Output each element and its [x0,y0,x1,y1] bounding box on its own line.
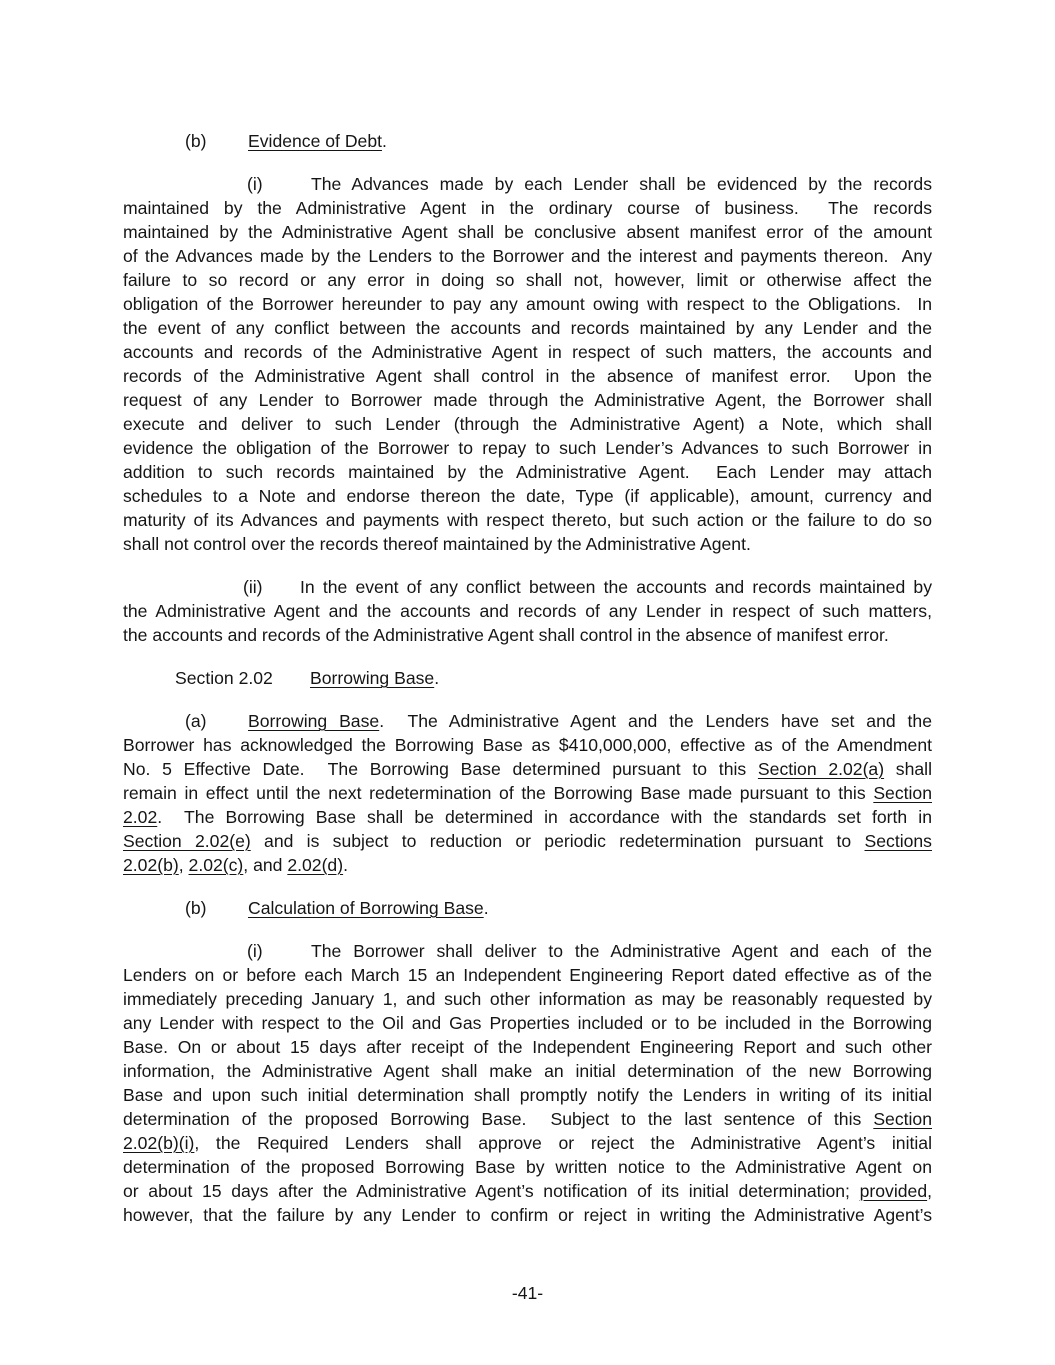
text-line [123,436,932,460]
text-line [123,388,932,412]
paragraph-evidence-of-debt-ii [123,575,932,647]
underlined-text: Calculation of Borrowing Base [248,898,484,918]
underlined-text: Borrowing Base [310,668,435,688]
underlined-text: Section 2.02(a) [757,759,885,779]
text-line [123,575,932,599]
text-run: request of any Lender to Borrower made through the Administrative Agent, the Borrower shall [123,390,932,410]
text-run: the accounts and records of the Administrative Agent shall control in the absence of manifest error. [123,625,889,645]
text-run: Base and upon such initial determination shall promptly notify the Lenders in writing of its initial [123,1085,932,1105]
text-line [123,340,932,364]
text-run: Lenders on or before each March 15 an Independent Engineering Report dated effective as of the [123,965,932,985]
text-line [123,853,932,877]
text-run: schedules to a Note and endorse thereon the date, Type (if applicable), amount, currency and [123,486,932,506]
underlined-text: Section 2.02(e) [123,831,251,851]
text-run: maintained by the Administrative Agent in the ordinary course of business. The records [123,198,932,218]
text-run: immediately preceding January 1, and such other information as may be reasonably requested by [123,989,932,1009]
text-run: determination of the proposed Borrowing Base by written notice to the Administrative Agent on [123,1157,932,1177]
page-number: -41- [511,1283,544,1303]
list-label: (i) [247,174,263,194]
text-line [123,757,932,781]
paragraph-2-02-b-i [123,939,932,1227]
text-run: , [178,855,189,875]
text-line [123,829,932,853]
text-line [123,666,932,690]
text-run: . The Administrative Agent and the Lenders have set and the [379,711,932,731]
text-run: obligation of the Borrower hereunder to pay any amount owing with respect to the Obligations. In [123,294,932,314]
text-run: information, the Administrative Agent shall make an initial determination of the new Borrowing [123,1061,932,1081]
underlined-text: 2.02 [123,807,158,827]
text-line [123,484,932,508]
text-line [123,781,932,805]
heading-evidence-of-debt [123,129,932,153]
text-line [123,220,932,244]
text-line [123,709,932,733]
list-label: (b) [185,898,207,918]
text-run: the Administrative Agent and the accounts and records of any Lender in respect of such matters, [123,601,932,621]
heading-calculation-of-borrowing-base [123,896,932,920]
text-line [123,1011,932,1035]
list-label: (b) [185,131,207,151]
underlined-text: Section [873,1109,932,1129]
text-run: , the Required Lenders shall approve or reject the Administrative Agent’s initial [194,1133,932,1153]
text-run: maintained by the Administrative Agent shall be conclusive absent manifest error of the amount [123,222,932,242]
text-line [123,1131,932,1155]
underlined-text: Sections [864,831,932,851]
text-run: . [483,898,489,918]
text-line [123,1203,932,1227]
text-line [123,1179,932,1203]
text-line [123,508,932,532]
text-run: remain in effect until the next redetermination of the Borrowing Base made pursuant to this [123,783,874,803]
text-line [123,896,932,920]
text-line [123,364,932,388]
text-run: evidence the obligation of the Borrower to repay to such Lender’s Advances to such Borrower in [123,438,932,458]
text-run: . [343,855,348,875]
text-run: execute and deliver to such Lender (through the Administrative Agent) a Note, which shall [123,414,932,434]
text-line [123,733,932,757]
text-run: accounts and records of the Administrative Agent in respect of such matters, the accounts and [123,342,932,362]
text-line [123,1059,932,1083]
text-line [123,623,932,647]
list-label: (i) [247,941,263,961]
list-label: (ii) [243,577,263,597]
text-run: records of the Administrative Agent shall control in the absence of manifest error. Upon the [123,366,932,386]
text-line [123,460,932,484]
text-line [123,1035,932,1059]
text-run: of the Advances made by the Lenders to the Borrower and the interest and payments thereon. Any [123,246,932,266]
text-line [123,292,932,316]
text-run: In the event of any conflict between the accounts and records maintained by [300,577,932,597]
text-line [123,599,932,623]
text-run: and is subject to reduction or periodic redetermination pursuant to [250,831,865,851]
text-line [123,987,932,1011]
text-run: failure to so record or any error in doing so shall not, however, limit or otherwise affect the [123,270,932,290]
heading-section-2-02-borrowing-base [123,666,932,690]
text-line [123,963,932,987]
text-line [123,268,932,292]
text-line [123,805,932,829]
text-line [123,129,932,153]
text-line [123,939,932,963]
text-run: No. 5 Effective Date. The Borrowing Base determined pursuant to this [123,759,758,779]
text-run: the event of any conflict between the accounts and records maintained by any Lender and the [123,318,932,338]
text-run: addition to such records maintained by the Administrative Agent. Each Lender may attach [123,462,932,482]
underlined-text: Borrowing Base [248,711,380,731]
text-run: The Advances made by each Lender shall be evidenced by the records [311,174,932,194]
text-line [123,316,932,340]
text-run: any Lender with respect to the Oil and Gas Properties included or to be included in the Borrowing [123,1013,932,1033]
underlined-text: 2.02(c) [188,855,244,875]
list-label: (a) [185,711,207,731]
text-line [123,532,932,556]
text-line [123,1155,932,1179]
list-label: Section 2.02 [175,668,273,688]
paragraph-2-02-a [123,709,932,877]
text-line [123,412,932,436]
text-run: however, that the failure by any Lender to confirm or reject in writing the Administrative Agent’s [123,1205,932,1225]
text-line [123,1083,932,1107]
paragraph-evidence-of-debt-i [123,172,932,556]
text-line [123,1107,932,1131]
text-run: or about 15 days after the Administrative Agent’s notification of its initial determination; [123,1181,860,1201]
underlined-text: provided [859,1181,928,1201]
underlined-text: 2.02(b)(i) [123,1133,195,1153]
text-line [123,172,932,196]
text-run: Borrower has acknowledged the Borrowing Base as $410,000,000, effective as of the Amendment [123,735,932,755]
underlined-text: 2.02(d) [287,855,344,875]
text-run: shall not control over the records thereof maintained by the Administrative Agent. [123,534,751,554]
text-run: , and [243,855,288,875]
document-body [123,129,932,1227]
text-run: shall [884,759,932,779]
text-run: , [927,1181,932,1201]
text-run: Base. On or about 15 days after receipt of the Independent Engineering Report and such other [123,1037,932,1057]
text-run: determination of the proposed Borrowing Base. Subject to the last sentence of this [123,1109,874,1129]
underlined-text: Section [873,783,932,803]
text-run: . The Borrowing Base shall be determined in accordance with the standards set forth in [157,807,932,827]
text-run: . [382,131,387,151]
text-run: maturity of its Advances and payments with respect thereto, but such action or the failure to do so [123,510,932,530]
underlined-text: 2.02(b) [123,855,179,875]
underlined-text: Evidence of Debt [248,131,382,151]
text-run: . [434,668,440,688]
text-run: The Borrower shall deliver to the Administrative Agent and each of the [311,941,932,961]
text-line [123,244,932,268]
text-line [123,196,932,220]
